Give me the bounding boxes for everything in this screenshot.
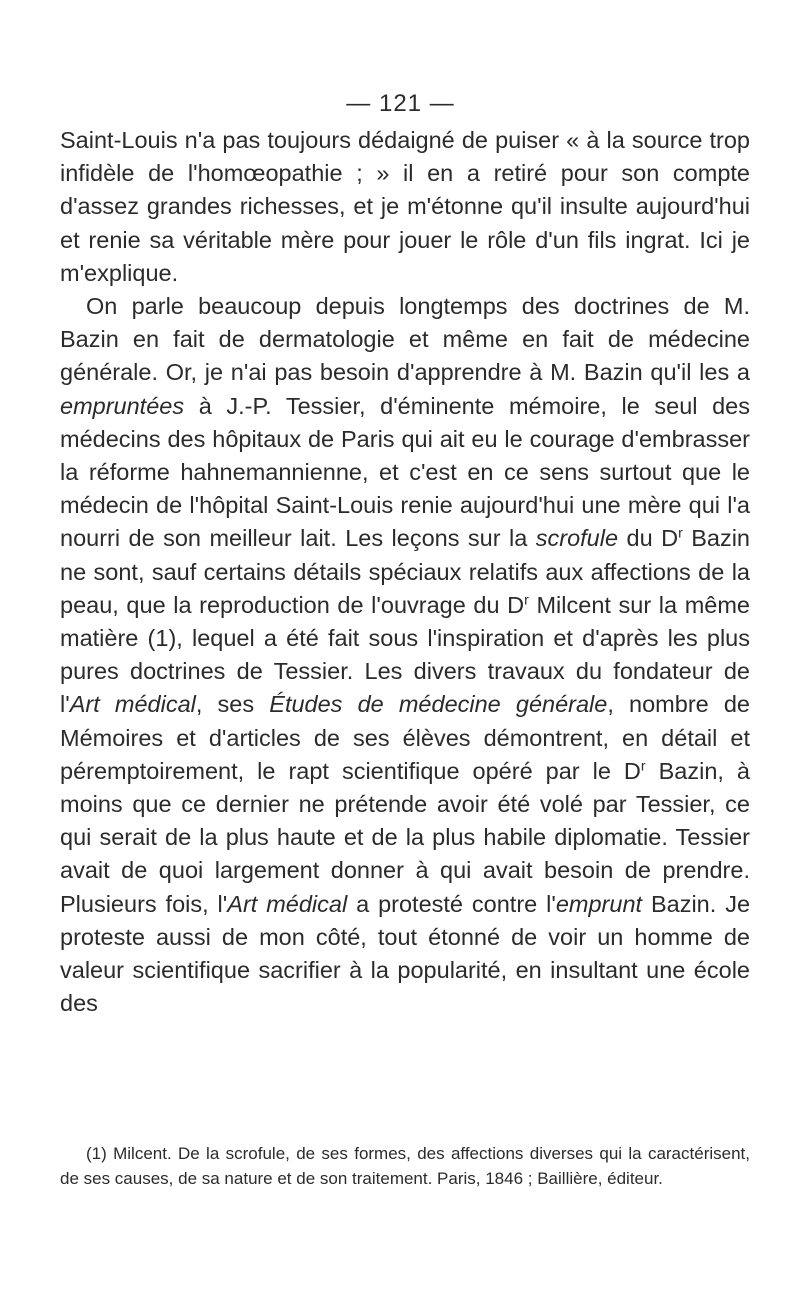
paragraph-2-text: Milcent sur la même matière (1), lequel a été fait sous l'inspiration et d'après les plus pures doctrines de Tessier. Les divers travaux du fondateur de l' bbox=[60, 591, 750, 718]
paragraph-2-text: à J.-P. Tessier, d'éminente mémoire, le seul des médecins des hôpitaux de Paris qui ait eu le courage d'embrasser la réforme hahnemannienne, et c'est en ce sens surtout que le médecin de l'hôpital Saint-Louis renie aujourd'hui une mère qui l'a nourri de son meilleur lait. Les leçons sur la bbox=[60, 392, 750, 552]
paragraph-2-text: a protesté contre l' bbox=[347, 890, 556, 917]
paragraph-2-text: Bazin, à moins que ce dernier ne prétende avoir été volé par Tessier, ce qui serait de la plus haute et de la plus habile diplomatie. Tessier avait de quoi largement donner à qui avait besoin de prendre. Plusieurs fois, l' bbox=[60, 757, 750, 917]
italic-title: Études de médecine générale bbox=[269, 691, 608, 718]
italic-word: scrofule bbox=[535, 525, 619, 552]
paragraph-2-text: , ses bbox=[195, 691, 270, 718]
superscript: r bbox=[678, 524, 683, 541]
paragraph-2-text: Bazin ne sont, sauf certains détails spéciaux relatifs aux affections de la peau, que la reproduction de l'ouvrage du D bbox=[60, 525, 750, 618]
superscript: r bbox=[640, 757, 646, 774]
paragraph-2-text: Bazin. Je proteste aussi de mon côté, tout étonné de voir un homme de valeur scientifique sacrifier à la popularité, en insultant une école des bbox=[60, 890, 751, 1017]
footnote: (1) Milcent. De la scrofule, de ses formes, des affections diverses qui la caractérisent, de ses causes, de sa nature et de son traitement. Paris, 1846 ; Baillière, éditeur. bbox=[60, 1144, 750, 1188]
paragraph-2-text: , nombre de Mémoires et d'articles de ses élèves démontrent, en détail et péremptoirement, le rapt scientifique opéré par le D bbox=[60, 691, 750, 784]
paragraph-2 bbox=[60, 290, 750, 1020]
italic-word: empruntées bbox=[60, 392, 185, 419]
superscript: r bbox=[524, 591, 529, 608]
page-number: — 121 — bbox=[346, 90, 455, 117]
body-text bbox=[60, 124, 750, 1020]
italic-title: Art médical bbox=[69, 691, 196, 718]
paragraph-1: Saint-Louis n'a pas toujours dédaigné de puiser « à la source trop infidèle de l'homœopathie ; » il en a retiré pour son compte d'assez grandes richesses, et je m'étonne qu'il insulte aujourd'hui et renie sa véritable mère pour jouer le rôle d'un fils ingrat. Ici je m'explique. bbox=[60, 127, 750, 286]
paragraph-2-text: On parle beaucoup depuis longtemps des doctrines de M. Bazin en fait de dermatologie et même en fait de médecine générale. Or, je n'ai pas besoin d'apprendre à M. Bazin qu'il les a bbox=[60, 293, 750, 386]
italic-word: emprunt bbox=[555, 890, 643, 917]
italic-title: Art médical bbox=[227, 890, 348, 917]
paragraph-2-text: du D bbox=[618, 525, 679, 552]
